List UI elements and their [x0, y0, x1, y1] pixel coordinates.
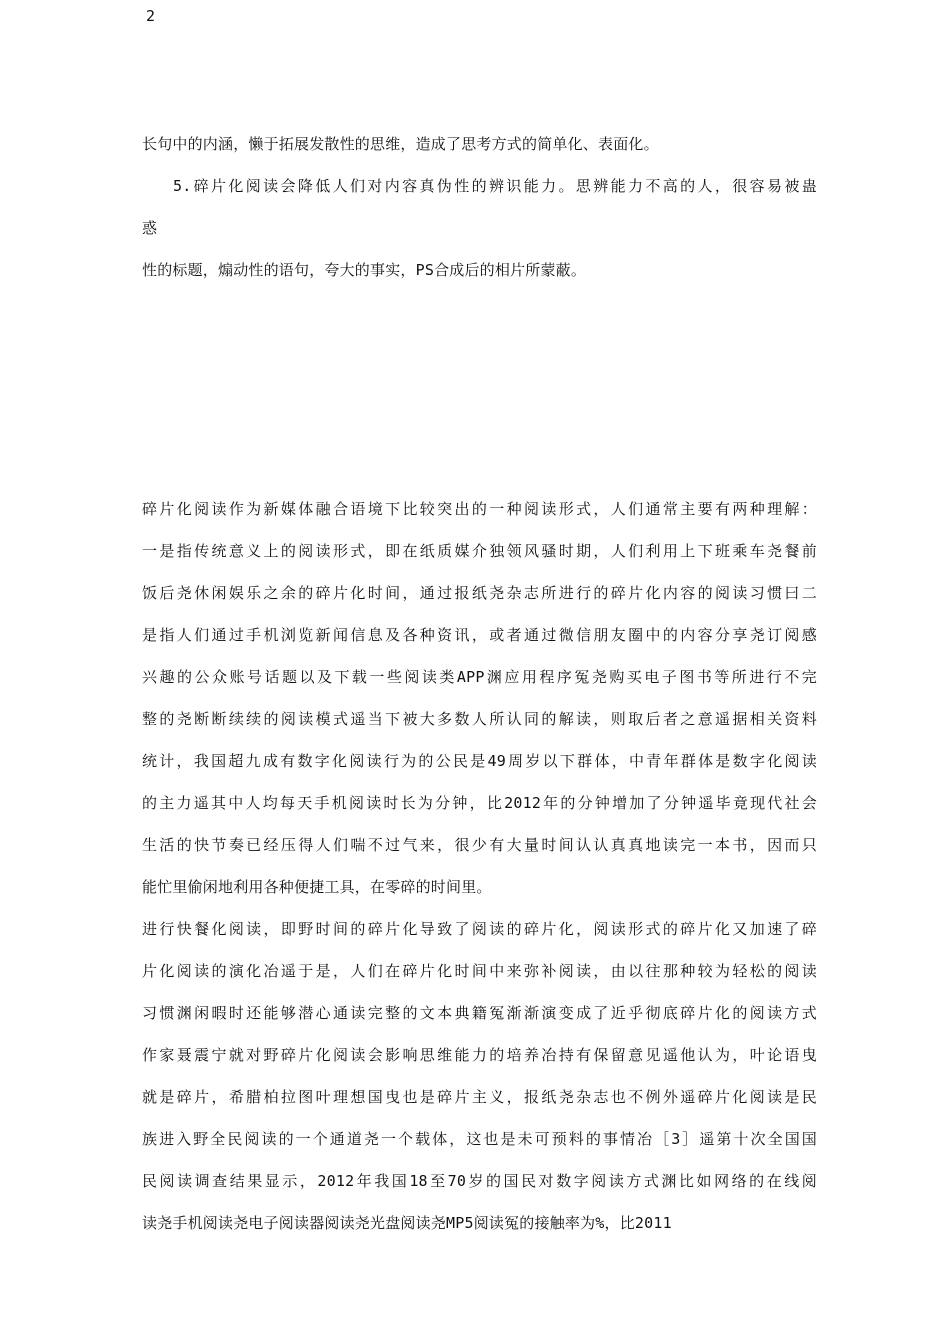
text-line: 性的标题，煽动性的语句，夸大的事实，PS合成后的相片所蒙蔽。: [142, 261, 587, 279]
text-line: 饭后尧休闲娱乐之余的碎片化时间，通过报纸尧杂志所进行的碎片化内容的阅读习惯曰二: [142, 584, 817, 602]
text-line: 一是指传统意义上的阅读形式，即在纸质媒介独领风骚时期，人们利用上下班乘车尧餐前: [142, 542, 817, 560]
page-number: 2: [146, 7, 156, 25]
text-line: 就是碎片，希腊柏拉图叶理想国曳也是碎片主义，报纸尧杂志也不例外遥碎片化阅读是民: [142, 1088, 817, 1106]
text-line: 生活的快节奏已经压得人们喘不过气来，很少有大量时间认认真真地读完一本书，因而只: [142, 836, 817, 854]
text-line: 习惯渊闲暇时还能够潜心通读完整的文本典籍冤渐渐演变成了近乎彻底碎片化的阅读方式: [142, 1004, 817, 1022]
text-line: 统计，我国超九成有数字化阅读行为的公民是49周岁以下群体，中青年群体是数字化阅读: [142, 752, 817, 770]
text-line: 5.碎片化阅读会降低人们对内容真伪性的辨识能力。思辨能力不高的人，很容易被蛊: [173, 177, 817, 195]
text-line: 片化阅读的演化冶遥于是，人们在碎片化时间中来弥补阅读，由以往那种较为轻松的阅读: [142, 962, 817, 980]
text-line: 作家聂震宁就对野碎片化阅读会影响思维能力的培养冶持有保留意见遥他认为，叶论语曳: [142, 1046, 817, 1064]
text-line: 民阅读调查结果显示，2012年我国18至70岁的国民对数字阅读方式渊比如网络的在线阅: [142, 1172, 817, 1190]
text-line: 能忙里偷闲地利用各种便捷工具，在零碎的时间里。: [142, 878, 492, 896]
text-line: 族进入野全民阅读的一个通道尧一个载体，这也是未可预料的事情冶［3］遥第十次全国国: [142, 1130, 817, 1148]
text-line: 整的尧断断续续的阅读模式遥当下被大多数人所认同的解读，则取后者之意遥据相关资料: [142, 710, 817, 728]
text-line: 长句中的内涵，懒于拓展发散性的思维，造成了思考方式的简单化、表面化。: [142, 135, 659, 153]
text-line: 碎片化阅读作为新媒体融合语境下比较突出的一种阅读形式，人们通常主要有两种理解：: [142, 500, 817, 518]
text-line: 的主力遥其中人均每天手机阅读时长为分钟，比2012年的分钟增加了分钟遥毕竟现代社会: [142, 794, 817, 812]
text-line: 读尧手机阅读尧电子阅读器阅读尧光盘阅读尧MP5阅读冤的接触率为%，比2011: [142, 1214, 672, 1232]
text-line: 兴趣的公众账号话题以及下载一些阅读类APP渊应用程序冤尧购买电子图书等所进行不完: [142, 668, 817, 686]
text-line: 进行快餐化阅读，即野时间的碎片化导致了阅读的碎片化，阅读形式的碎片化又加速了碎: [142, 920, 817, 938]
text-line: 是指人们通过手机浏览新闻信息及各种资讯，或者通过微信朋友圈中的内容分享尧订阅感: [142, 626, 817, 644]
text-line: 惑: [142, 219, 158, 237]
